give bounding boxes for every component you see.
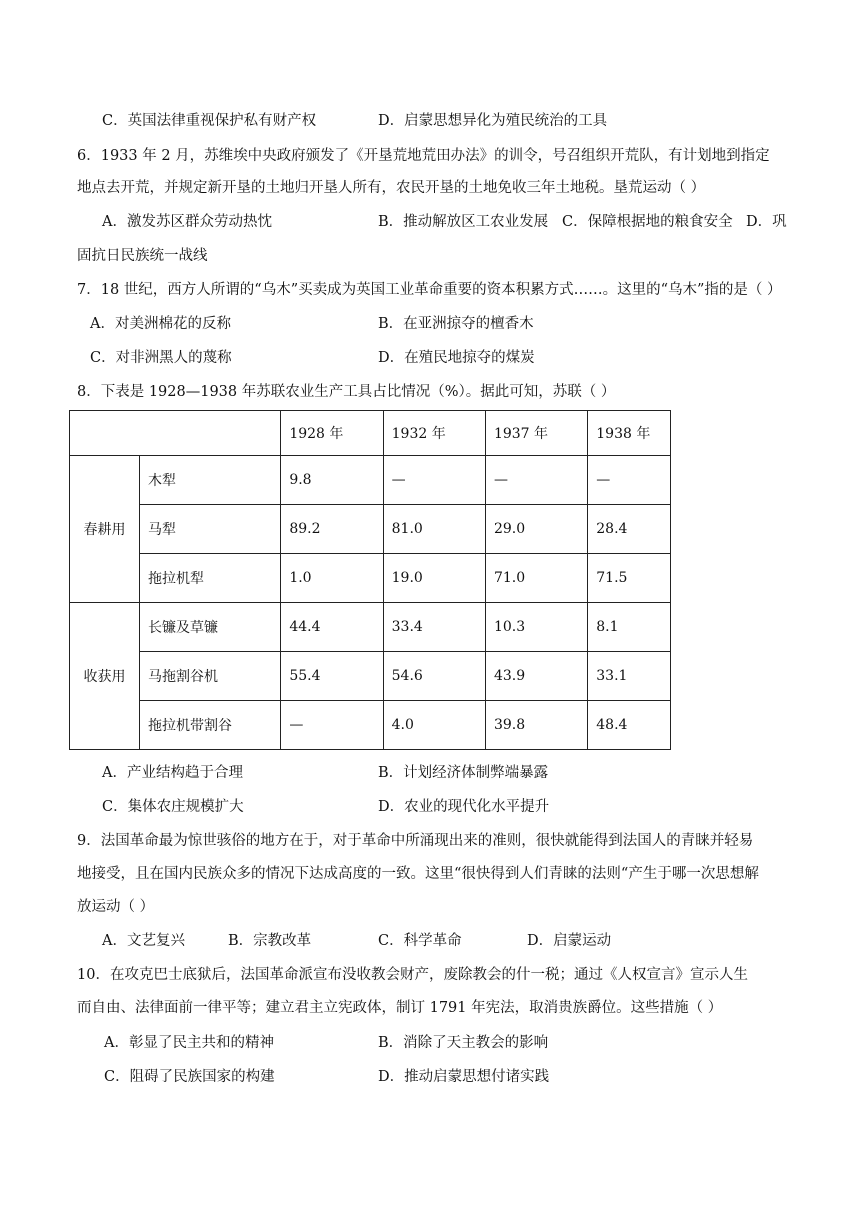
year-header-cell: 1932 年 (383, 411, 485, 456)
q6-option-b: B．推动解放区工农业发展 (378, 214, 549, 230)
value-cell: 71.5 (588, 554, 671, 603)
year-header-cell: 1938 年 (588, 411, 671, 456)
value-cell: 71.0 (485, 554, 587, 603)
q10-option-c: C．阻碍了民族国家的构建 (104, 1069, 275, 1085)
value-cell: 48.4 (588, 701, 671, 750)
group-label-spring: 春耕用 (70, 456, 140, 603)
year-header-cell: 1928 年 (281, 411, 383, 456)
q9-stem-line2: 地接受，且在国内民族众多的情况下达成高度的一致。这里“很快得到人们青睐的法则“产生于哪一次思想解 (77, 866, 759, 882)
q7-option-a: A．对美洲棉花的反称 (90, 316, 231, 332)
value-cell: 54.6 (383, 652, 485, 701)
year-header-cell: 1937 年 (485, 411, 587, 456)
q10-option-a: A．彰显了民主共和的精神 (104, 1035, 274, 1051)
value-cell: 8.1 (588, 603, 671, 652)
table-row (70, 505, 671, 554)
value-cell: 33.1 (588, 652, 671, 701)
tool-name-cell: 拖拉机犁 (140, 554, 281, 603)
value-cell: 33.4 (383, 603, 485, 652)
q6-option-c: C．保障根据地的粮食安全 (562, 214, 733, 230)
q8-stem: 8．下表是 1928—1938 年苏联农业生产工具占比情况（%）。据此可知，苏联（ ） (77, 384, 616, 400)
value-cell: 29.0 (485, 505, 587, 554)
tool-name-cell: 木犁 (140, 456, 281, 505)
value-cell: 81.0 (383, 505, 485, 554)
table-header-row (70, 411, 671, 456)
q7-option-d: D．在殖民地掠夺的煤炭 (378, 350, 535, 366)
q8-option-a: A．产业结构趋于合理 (102, 765, 243, 781)
q8-option-d: D．农业的现代化水平提升 (378, 799, 550, 815)
q6-stem-line1: 6．1933 年 2 月，苏维埃中央政府颁发了《开垦荒地荒田办法》的训令，号召组织开荒队，有计划地到指定 (77, 148, 770, 164)
value-cell: 10.3 (485, 603, 587, 652)
table-row (70, 652, 671, 701)
q7-option-c: C．对非洲黑人的蔑称 (90, 350, 232, 366)
q9-stem-line3: 放运动（ ） (77, 899, 155, 915)
value-cell: 9.8 (281, 456, 383, 505)
value-cell: 28.4 (588, 505, 671, 554)
tool-name-cell: 长镰及草镰 (140, 603, 281, 652)
q9-option-d: D．启蒙运动 (527, 933, 612, 949)
q7-stem: 7．18 世纪，西方人所谓的“乌木”买卖成为英国工业革命重要的资本积累方式……。这里的“乌木”指的是（ ） (77, 282, 782, 298)
q9-option-c: C．科学革命 (378, 933, 462, 949)
value-cell: — (588, 456, 671, 505)
tool-name-cell: 马拖割谷机 (140, 652, 281, 701)
value-cell: 4.0 (383, 701, 485, 750)
table-row (70, 603, 671, 652)
value-cell: 55.4 (281, 652, 383, 701)
q5-option-c: C．英国法律重视保护私有财产权 (102, 113, 317, 129)
tool-name-cell: 马犁 (140, 505, 281, 554)
q8-option-b: B．计划经济体制弊端暴露 (378, 765, 549, 781)
q10-stem-line2: 而自由、法律面前一律平等；建立君主立宪政体，制订 1791 年宪法，取消贵族爵位。这些措施（ ） (77, 1000, 723, 1016)
value-cell: 1.0 (281, 554, 383, 603)
q5-option-d: D．启蒙思想异化为殖民统治的工具 (378, 113, 608, 129)
value-cell: — (485, 456, 587, 505)
q10-option-d: D．推动启蒙思想付诸实践 (378, 1069, 550, 1085)
q9-stem-line1: 9．法国革命最为惊世骇俗的地方在于，对于革命中所涌现出来的准则，很快就能得到法国人的青睐并轻易 (77, 833, 754, 849)
value-cell: 43.9 (485, 652, 587, 701)
q10-stem-line1: 10．在攻克巴士底狱后，法国革命派宣布没收教会财产，废除教会的什一税；通过《人权宣言》宣示人生 (77, 967, 748, 983)
q6-option-d: D．巩 (746, 214, 787, 230)
q8-option-c: C．集体农庄规模扩大 (102, 799, 244, 815)
table-row (70, 554, 671, 603)
q6-stem-line2: 地点去开荒，并规定新开垦的土地归开垦人所有，农民开垦的土地免收三年土地税。垦荒运动（ ） (77, 180, 706, 196)
table-row (70, 701, 671, 750)
q6-option-d-continued: 固抗日民族统一战线 (77, 248, 208, 264)
table-row (70, 456, 671, 505)
value-cell: — (383, 456, 485, 505)
soviet-farm-tools-table (69, 410, 671, 750)
q9-option-a: A．文艺复兴 (102, 933, 185, 949)
q7-option-b: B．在亚洲掠夺的檀香木 (378, 316, 534, 332)
tool-name-cell: 拖拉机带割谷 (140, 701, 281, 750)
value-cell: 39.8 (485, 701, 587, 750)
value-cell: 19.0 (383, 554, 485, 603)
q9-option-b: B．宗教改革 (228, 933, 312, 949)
q10-option-b: B．消除了天主教会的影响 (378, 1035, 549, 1051)
q6-option-a: A．激发苏区群众劳动热忱 (102, 214, 272, 230)
group-label-harvest: 收获用 (70, 603, 140, 750)
value-cell: — (281, 701, 383, 750)
value-cell: 89.2 (281, 505, 383, 554)
value-cell: 44.4 (281, 603, 383, 652)
table-corner-cell (70, 411, 281, 456)
